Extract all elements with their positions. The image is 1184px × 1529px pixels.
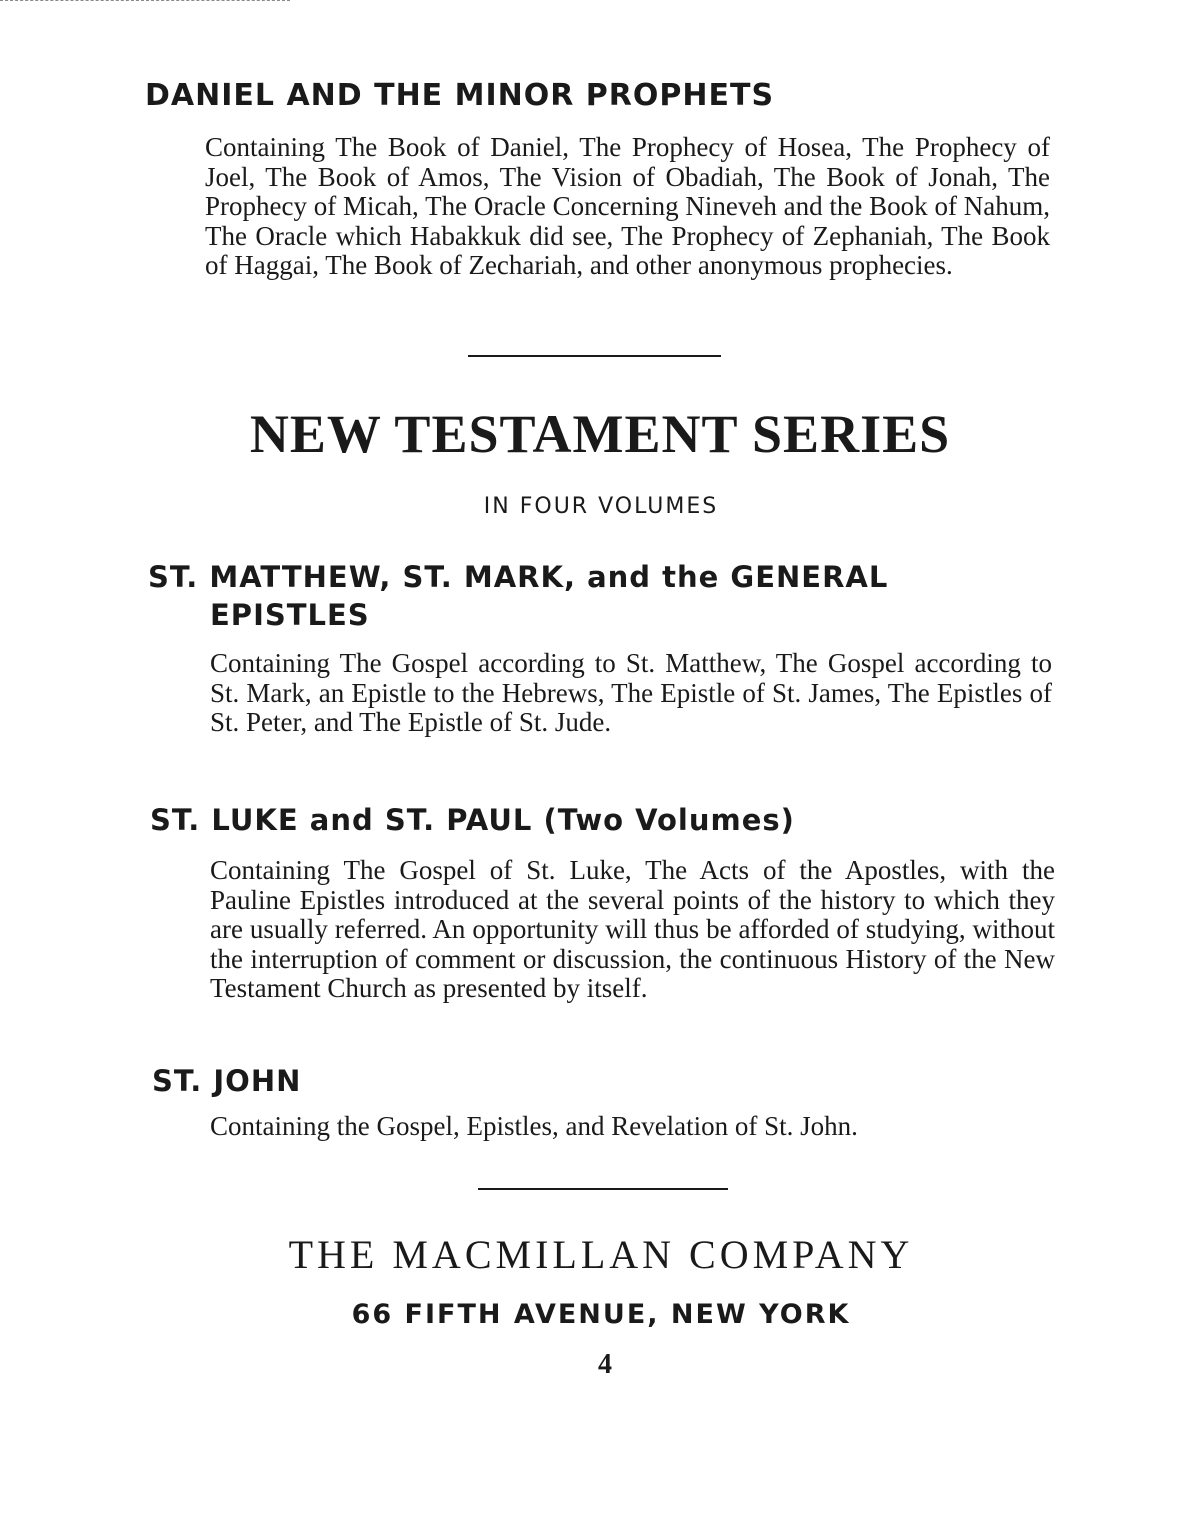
divider-rule xyxy=(468,355,721,357)
series-subtitle: IN FOUR VOLUMES xyxy=(483,494,719,519)
volume-description-block xyxy=(210,1112,1055,1142)
scan-edge-mark xyxy=(0,0,290,4)
volume-description-block xyxy=(210,856,1055,1004)
volume-description: Containing The Gospel of St. Luke, The Acts of the Apostles, with the Pauline Epistles introduced at the several points of the history to which they are usually referred. An opportunity will thus be afforded of studying, without the interruption of comment or discussion, the continuous History of the New Testament Church as presented by itself. xyxy=(210,855,1055,1003)
series-title: NEW TESTAMENT SERIES xyxy=(249,404,951,464)
volume-description: Containing The Gospel according to St. Matthew, The Gospel according to St. Mark, an Epistle to the Hebrews, The Epistle of St. James, The Epistles of St. Peter, and The Epistle of St. Jude. xyxy=(210,648,1052,737)
volume-description-block xyxy=(210,649,1052,738)
volume-luke-paul xyxy=(150,803,1055,838)
page-number: 4 xyxy=(598,1349,612,1380)
volume-heading: ST. JOHN xyxy=(152,1064,302,1098)
volume-matthew-mark xyxy=(148,558,1053,634)
daniel-description: Containing The Book of Daniel, The Prophecy of Hosea, The Prophecy of Joel, The Book of Amos, The Vision of Obadiah, The Book of Jonah, The Prophecy of Micah, The Oracle Concerning Nineveh and the Book of Nahum, The Oracle which Habakkuk did see, The Prophecy of Zephaniah, The Book of Haggai, The Book of Zechariah, and other anonymous prophecies. xyxy=(205,132,1050,280)
publisher-address: 66 FIFTH AVENUE, NEW YORK xyxy=(351,1299,851,1330)
volume-description: Containing the Gospel, Epistles, and Revelation of St. John. xyxy=(210,1111,858,1141)
volume-heading-line: ST. MATTHEW, ST. MARK, and the GENERAL xyxy=(148,560,889,594)
daniel-description-block xyxy=(205,133,1050,281)
volume-john xyxy=(152,1064,1057,1099)
publisher-name: THE MACMILLAN COMPANY xyxy=(288,1232,914,1277)
daniel-section xyxy=(145,78,1055,114)
volume-heading xyxy=(148,558,1053,634)
divider-rule xyxy=(478,1188,728,1190)
daniel-heading: DANIEL AND THE MINOR PROPHETS xyxy=(145,78,775,113)
volume-heading-line: EPISTLES xyxy=(210,598,370,632)
volume-heading: ST. LUKE and ST. PAUL (Two Volumes) xyxy=(150,803,795,837)
